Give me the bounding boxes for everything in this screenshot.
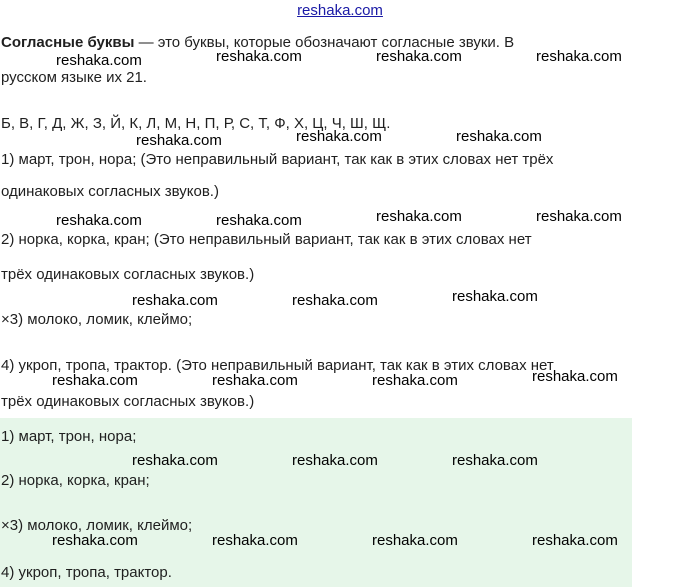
cross-icon: × <box>1 311 10 328</box>
option-1-line-2: одинаковых согласных звуков.) <box>1 183 219 200</box>
watermark: reshaka.com <box>292 292 378 309</box>
watermark: reshaka.com <box>372 372 458 389</box>
watermark: reshaka.com <box>56 212 142 229</box>
watermark: reshaka.com <box>456 128 542 145</box>
watermark: reshaka.com <box>132 292 218 309</box>
watermark: reshaka.com <box>292 452 378 469</box>
watermark: reshaka.com <box>536 208 622 225</box>
option-3 <box>1 310 192 329</box>
watermark: reshaka.com <box>132 452 218 469</box>
watermark: reshaka.com <box>216 48 302 65</box>
watermark: reshaka.com <box>372 532 458 549</box>
watermark: reshaka.com <box>56 52 142 69</box>
watermark: reshaka.com <box>52 532 138 549</box>
site-link[interactable]: reshaka.com <box>297 2 383 19</box>
watermark: reshaka.com <box>216 212 302 229</box>
watermark: reshaka.com <box>376 48 462 65</box>
answer-2: 2) норка, корка, кран; <box>1 472 150 489</box>
option-2-line-2: трёх одинаковых согласных звуков.) <box>1 266 255 283</box>
watermark: reshaka.com <box>532 368 618 385</box>
intro-line-2: русском языке их 21. <box>1 69 147 86</box>
watermark: reshaka.com <box>296 128 382 145</box>
option-4-line-2: трёх одинаковых согласных звуков.) <box>1 393 255 410</box>
watermark: reshaka.com <box>212 532 298 549</box>
watermark: reshaka.com <box>536 48 622 65</box>
answer-4: 4) укроп, тропа, трактор. <box>1 564 172 581</box>
option-1-line-1: 1) март, трон, нора; (Это неправильный вариант, так как в этих словах нет трёх <box>1 151 554 168</box>
watermark: reshaka.com <box>136 132 222 149</box>
watermark: reshaka.com <box>52 372 138 389</box>
intro-term: Согласные буквы <box>1 34 135 51</box>
intro-definition: — это буквы, которые обозначают согласные звуки. В <box>134 34 515 51</box>
watermark: reshaka.com <box>452 452 538 469</box>
consonant-letters: Б, В, Г, Д, Ж, З, Й, К, Л, М, Н, П, Р, С, Т, Ф, Х, Ц, Ч, Ш, Щ. <box>1 115 391 132</box>
cross-icon: × <box>1 517 10 534</box>
answer-3-text: 3) молоко, ломик, клеймо; <box>9 517 193 534</box>
watermark: reshaka.com <box>452 288 538 305</box>
watermark: reshaka.com <box>532 532 618 549</box>
watermark: reshaka.com <box>376 208 462 225</box>
option-4-line-1: 4) укроп, тропа, трактор. (Это неправильный вариант, так как в этих словах нет <box>1 357 554 374</box>
answer-1: 1) март, трон, нора; <box>1 428 137 445</box>
option-2-line-1: 2) норка, корка, кран; (Это неправильный вариант, так как в этих словах нет <box>1 231 532 248</box>
option-3-text: 3) молоко, ломик, клеймо; <box>9 311 193 328</box>
watermark: reshaka.com <box>212 372 298 389</box>
